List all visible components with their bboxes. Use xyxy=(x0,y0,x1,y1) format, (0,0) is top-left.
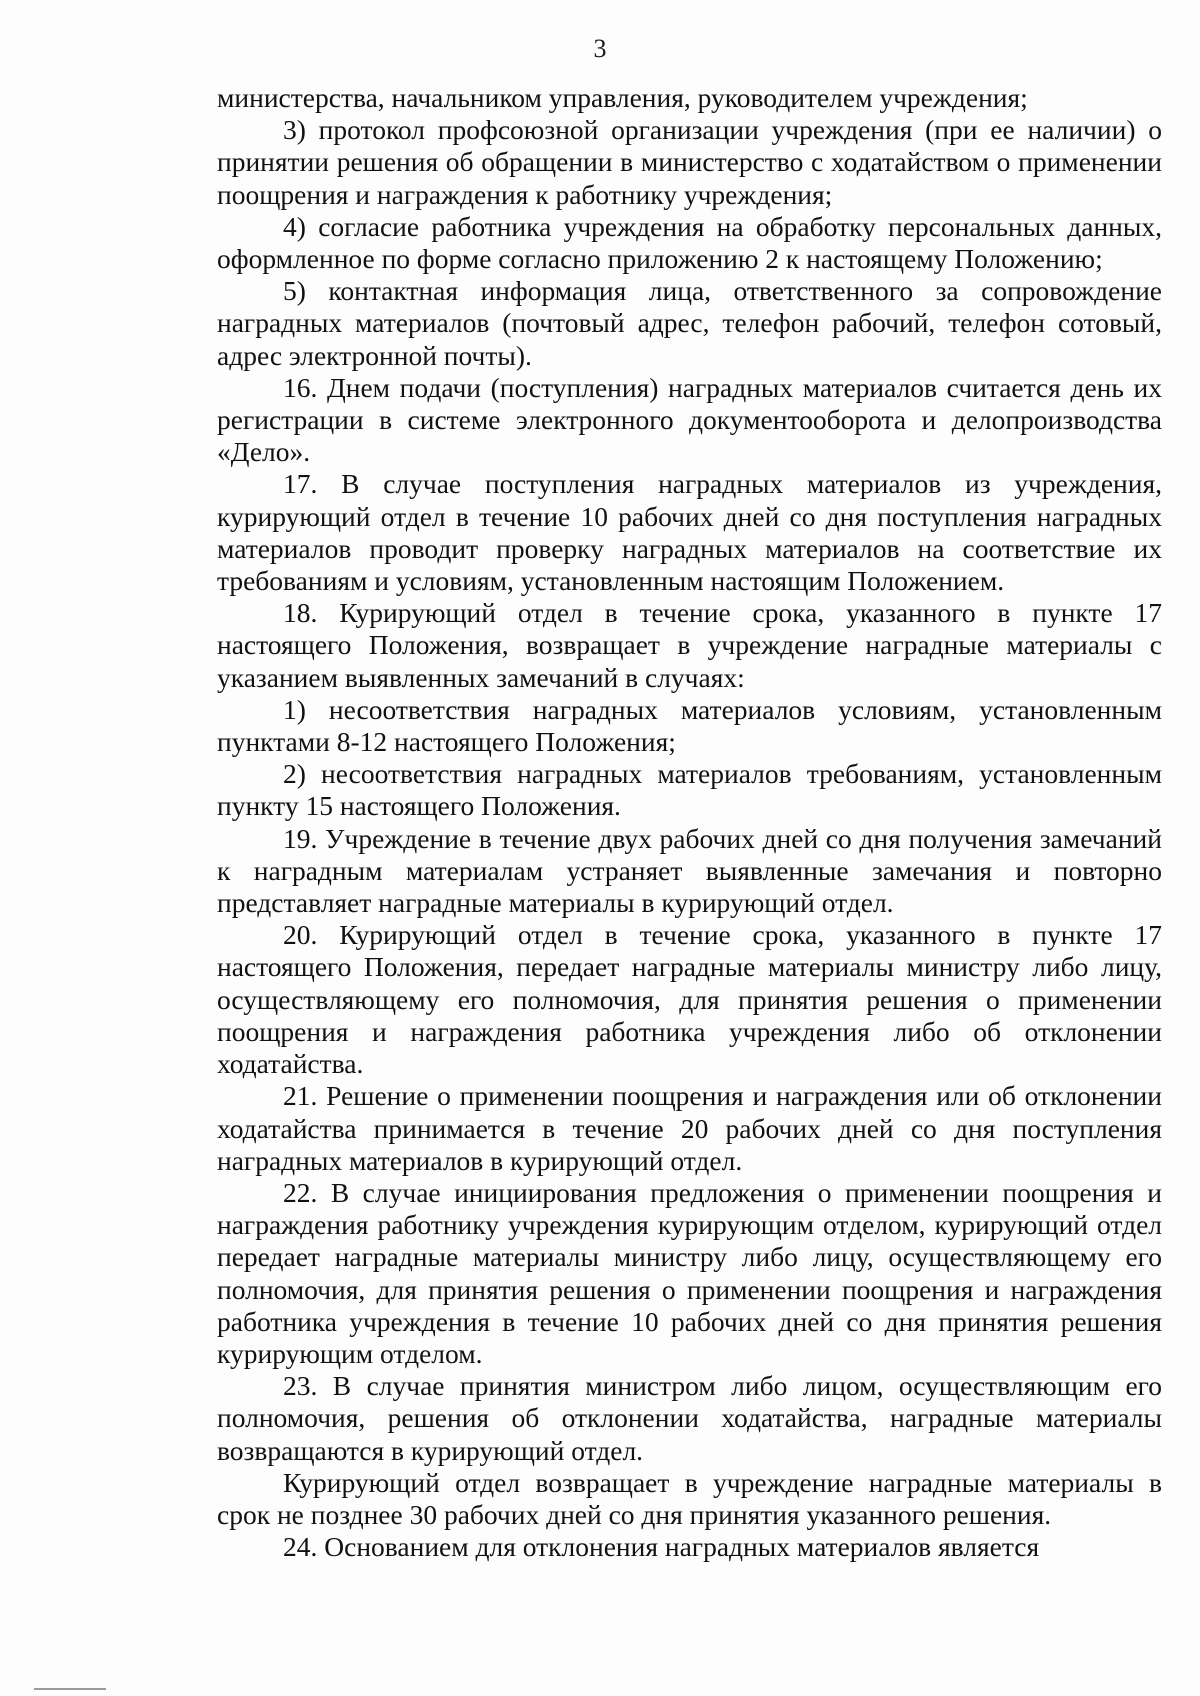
paragraph-item-3: 3) протокол профсоюзной организации учреждения (при ее наличии) о принятии решения об обращении в министерство с ходатайством о применении поощрения и награждения к работнику учреждения; xyxy=(217,114,1162,210)
paragraph-item-4: 4) согласие работника учреждения на обработку персональных данных, оформленное по форме согласно приложению 2 к настоящему Положению; xyxy=(217,210,1162,275)
paragraph-16: 16. Днем подачи (поступления) наградных материалов считается день их регистрации в системе электронного документооборота и делопроизводства «Дело». xyxy=(217,371,1162,468)
paragraph-20: 20. Курирующий отдел в течение срока, указанного в пункте 17 настоящего Положения, передает наградные материалы министру либо лицу, осуществляющему его полномочия, для принятия решения о применении поощрения и награждения работника учреждения либо об отклонении ходатайства. xyxy=(217,919,1162,1080)
paragraph-19: 19. Учреждение в течение двух рабочих дней со дня получения замечаний к наградным материалам устраняет выявленные замечания и повторно представляет наградные материалы в курирующий отдел. xyxy=(217,822,1162,919)
paragraph-continuation: министерства, начальником управления, руководителем учреждения; xyxy=(217,82,1028,113)
paragraph-23: 23. В случае принятия министром либо лицом, осуществляющим его полномочия, решения об отклонении ходатайства, наградные материалы возвращаются в курирующий отдел. xyxy=(217,1370,1162,1466)
paragraph-18-item-2: 2) несоответствия наградных материалов требованиям, установленным пункту 15 настоящего Положения. xyxy=(217,758,1162,822)
paragraph-item-5: 5) контактная информация лица, ответственного за сопровождение наградных материалов (почтовый адрес, телефон рабочий, телефон сотовый, адрес электронной почты). xyxy=(217,275,1162,371)
paragraph-18-item-1: 1) несоответствия наградных материалов условиям, установленным пунктами 8-12 настоящего Положения; xyxy=(217,693,1162,758)
paragraph-21: 21. Решение о применении поощрения и награждения или об отклонении ходатайства принимается в течение 20 рабочих дней со дня поступления наградных материалов в курирующий отдел. xyxy=(217,1080,1162,1176)
paragraph-17: 17. В случае поступления наградных материалов из учреждения, курирующий отдел в течение 10 рабочих дней со дня поступления наградных материалов проводит проверку наградных материалов на соответствие их требованиям и условиям, установленным настоящим Положением. xyxy=(217,468,1162,597)
page-number: 3 xyxy=(593,34,607,63)
paragraph-24: 24. Основанием для отклонения наградных материалов является xyxy=(283,1531,1040,1563)
scan-artifact-line xyxy=(34,1688,106,1690)
paragraph-22: 22. В случае инициирования предложения о применении поощрения и награждения работнику учреждения курирующим отделом, курирующий отдел передает наградные материалы министру либо лицу, осуществляющему его полномочия, для принятия решения о применении поощрения и награждения работника учреждения в течение 10 рабочих дней со дня принятия решения курирующим отделом. xyxy=(217,1176,1162,1369)
paragraph-18: 18. Курирующий отдел в течение срока, указанного в пункте 17 настоящего Положения, возвращает в учреждение наградные материалы с указанием выявленных замечаний в случаях: xyxy=(217,597,1162,693)
document-body xyxy=(217,82,1162,1563)
paragraph-23-continuation: Курирующий отдел возвращает в учреждение наградные материалы в срок не позднее 30 рабочих дней со дня принятия указанного решения. xyxy=(217,1466,1162,1530)
